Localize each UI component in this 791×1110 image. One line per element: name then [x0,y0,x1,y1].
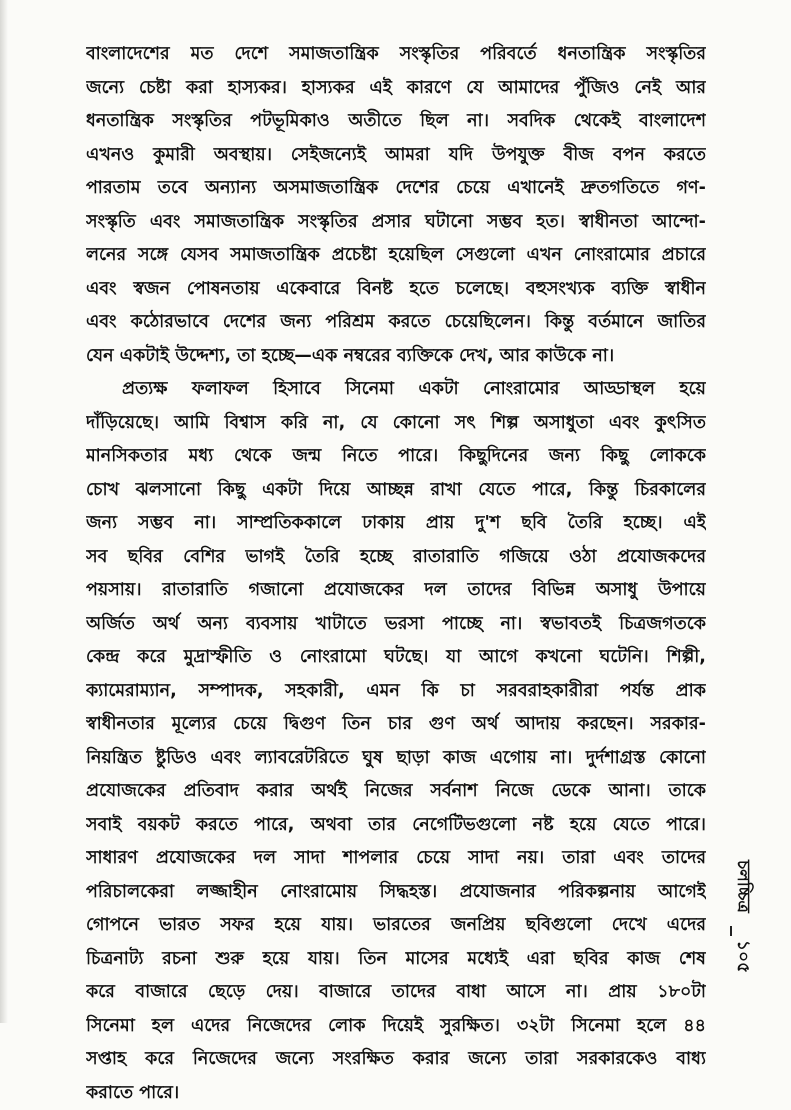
text-line-8: এবং স্বজন পোষনতায় একেবারে বিনষ্ট হতে চলেছে। বহুসংখ্যক ব্যক্তি স্বাধীন [86,273,706,307]
text-line-4: এখনও কুমারী অবস্থায়। সেইজন্যেই আমরা যদি উপযুক্ত বীজ বপন করতে [86,139,706,173]
text-line-27: গোপনে ভারত সফর হয়ে যায়। ভারতের জনপ্রিয় ছবিগুলো দেখে এদের [86,909,706,943]
text-line-31: সপ্তাহ করে নিজেদের জন্যে সংরক্ষিত করার জন্যে তারা সরকারকেও বাধ্য [86,1043,706,1077]
text-line-11: প্রত্যক্ষ ফলাফল হিসাবে সিনেমা একটা নোংরামোর আড্ডাস্থল হয়ে [86,373,706,407]
text-line-22: নিয়ন্ত্রিত ষ্টুডিও এবং ল্যাবরেটরিতে ঘুষ ছাড়া কাজ এগোয় না। দুর্দশাগ্রস্ত কোনো [86,742,706,776]
text-line-2: জন্যে চেষ্টা করা হাস্যকর। হাস্যকর এই কারণে যে আমাদের পুঁজিও নেই আর [86,72,706,106]
text-line-1: বাংলাদেশের মত দেশে সমাজতান্ত্রিক সংস্কৃতির পরিবর্তে ধনতান্ত্রিক সংস্কৃতির [86,38,706,72]
text-line-18: অর্জিত অর্থ অন্য ব্যবসায় খাটাতে ভরসা পাচ্ছে না। স্বভাবতই চিত্রজগতকে [86,608,706,642]
text-line-23: প্রযোজকের প্রতিবাদ করার অর্থই নিজের সর্বনাশ নিজে ডেকে আনা। তাকে [86,775,706,809]
text-line-14: চোখ ঝলসানো কিছু একটা দিয়ে আচ্ছন্ন রাখা যেতে পারে, কিন্তু চিরকালের [86,474,706,508]
text-line-12: দাঁড়িয়েছে। আমি বিশ্বাস করি না, যে কোনো সৎ শিল্প অসাধুতা এবং কুৎসিত [86,407,706,441]
running-footer [712,860,762,980]
text-line-20: ক্যামেরাম্যান, সম্পাদক, সহকারী, এমন কি চা সরবরাহকারীরা পর্যন্ত প্রাক [86,675,706,709]
text-line-17: পয়সায়। রাতারাতি গজানো প্রযোজকের দল তাদের বিভিন্ন অসাধু উপায়ে [86,574,706,608]
text-line-13: মানসিকতার মধ্য থেকে জন্ম নিতে পারে। কিছুদিনের জন্য কিছু লোককে [86,440,706,474]
text-line-15: জন্য সম্ভব না। সাম্প্রতিককালে ঢাকায় প্রায় দু'শ ছবি তৈরি হচ্ছে। এই [86,507,706,541]
text-line-10: যেন একটাই উদ্দেশ্য, তা হচ্ছে—এক নম্বরের ব্যক্তিকে দেখ, আর কাউকে না। [86,340,706,374]
text-line-32: করাতে পারে। [86,1077,706,1110]
text-line-21: স্বাধীনতার মূল্যের চেয়ে দ্বিগুণ তিন চার গুণ অর্থ আদায় করছেন। সরকার- [86,708,706,742]
text-line-26: পরিচালকেরা লজ্জাহীন নোংরামোয় সিদ্ধহস্ত। প্রযোজনার পরিকল্পনায় আগেই [86,876,706,910]
text-line-6: সংস্কৃতি এবং সমাজতান্ত্রিক সংস্কৃতির প্রসার ঘটানো সম্ভব হত। স্বাধীনতা আন্দো- [86,206,706,240]
text-line-3: ধনতান্ত্রিক সংস্কৃতির পটভূমিকাও অতীতে ছিল না। সবদিক থেকেই বাংলাদেশ [86,105,706,139]
text-line-25: সাধারণ প্রযোজকের দল সাদা শাপলার চেয়ে সাদা নয়। তারা এবং তাদের [86,842,706,876]
text-line-29: করে বাজারে ছেড়ে দেয়। বাজারে তাদের বাধা আসে না। প্রায় ১৮০টা [86,976,706,1010]
text-line-28: চিত্রনাট্য রচনা শুরু হয়ে যায়। তিন মাসের মধ্যেই এরা ছবির কাজ শেষ [86,943,706,977]
text-line-7: লনের সঙ্গে যেসব সমাজতান্ত্রিক প্রচেষ্টা হয়েছিল সেগুলো এখন নোংরামোর প্রচারে [86,239,706,273]
page-number: ১০৫ [728,940,756,973]
text-line-9: এবং কঠোরভাবে দেশের জন্য পরিশ্রম করতে চেয়েছিলেন। কিন্তু বর্তমানে জাতির [86,306,706,340]
text-line-19: কেন্দ্র করে মুদ্রাস্ফীতি ও নোংরামো ঘটছে। যা আগে কখনো ঘটেনি। শিল্পী, [86,641,706,675]
body-text [86,38,706,1110]
running-title: চলচ্চিত্র [728,860,756,913]
text-line-5: পারতাম তবে অন্যান্য অসমাজতান্ত্রিক দেশের চেয়ে এখানেই দ্রুতগতিতে গণ- [86,172,706,206]
footer-divider [730,926,732,936]
text-line-24: সবাই বয়কট করতে পারে, অথবা তার নেগেটিভগুলো নষ্ট হয়ে যেতে পারে। [86,809,706,843]
text-line-16: সব ছবির বেশির ভাগই তৈরি হচ্ছে রাতারাতি গজিয়ে ওঠা প্রযোজকদের [86,541,706,575]
page-edge-shadow [0,0,8,1023]
text-line-30: সিনেমা হল এদের নিজেদের লোক দিয়েই সুরক্ষিত। ৩২টা সিনেমা হলে ৪৪ [86,1010,706,1044]
